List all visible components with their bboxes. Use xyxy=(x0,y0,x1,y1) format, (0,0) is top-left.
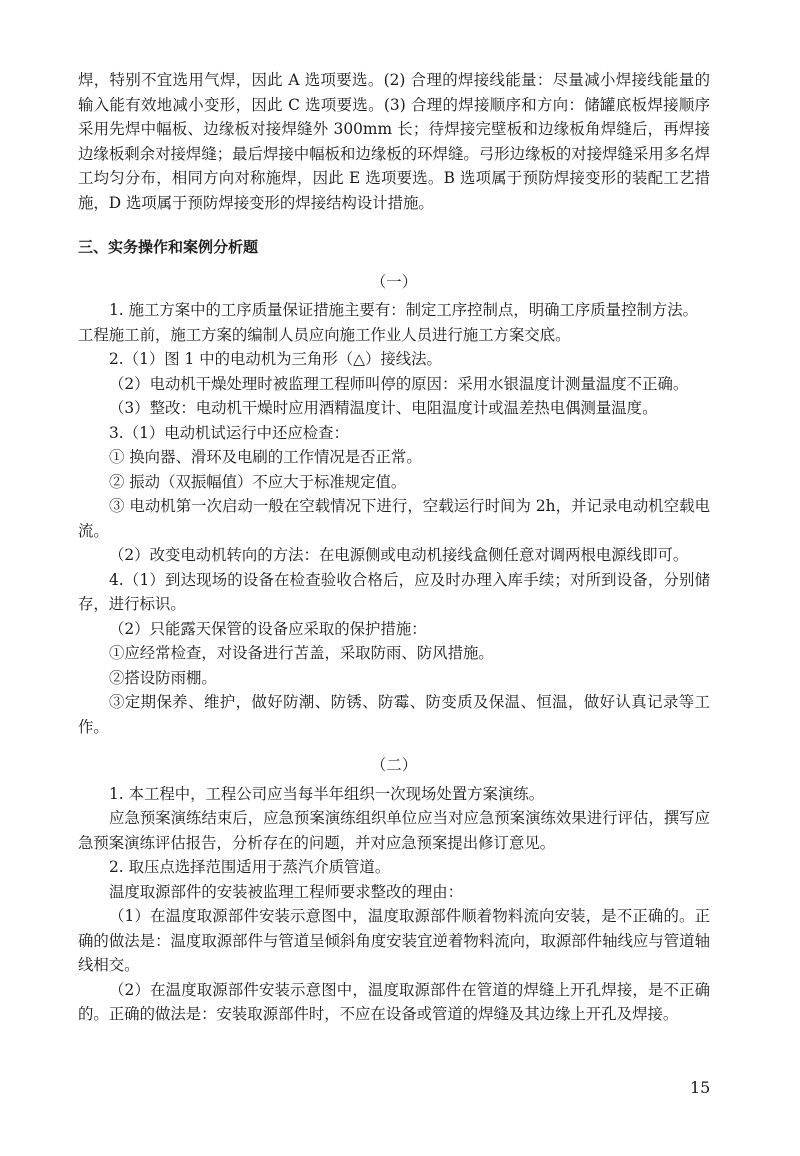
page-content xyxy=(78,68,710,1027)
case2-line: 应急预案演练结束后，应急预案演练组织单位应当对应急预案演练效果进行评估，撰写应急预案演练评估报告，分析存在的问题，并对应急预案提出修订意见。 xyxy=(78,809,710,852)
case1-line: 1. 施工方案中的工序质量保证措施主要有：制定工序控制点，明确工序质量控制方法。 xyxy=(109,301,699,319)
case1-line: ② 振动（双振幅值）不应大于标准规定值。 xyxy=(109,472,407,491)
case1-line: （2）电动机干燥处理时被监理工程师叫停的原因：采用水银温度计测量温度不正确。 xyxy=(109,374,689,393)
case1-line: （3）整改：电动机干燥时应用酒精温度计、电阻温度计或温差热电偶测量温度。 xyxy=(109,399,658,417)
case1-line: 4.（1）到达现场的设备在检查验收合格后，应及时办理入库手续；对所到设备，分别储存，进行标识。 xyxy=(78,570,710,613)
case2-line: 2. 取压点选择范围适用于蒸汽介质管道。 xyxy=(109,858,391,876)
intro-paragraph: 焊，特别不宜选用气焊，因此 A 选项要选。(2) 合理的焊接线能量：尽量减小焊接线能量的输入能有效地减小变形，因此 C 选项要选。(3) 合理的焊接顺序和方向：储罐底板焊接顺序采用先焊中幅板、边缘板对接焊缝外 300mm 长；待焊接完壁板和边缘板角焊缝后，再焊接边缘板剩余对接焊缝；最后焊接中幅板和边缘板的环焊缝。弓形边缘板的对接焊缝采用多名焊工均匀分布，相同方向对称施焊，因此 E 选项要选。B 选项属于预防焊接变形的装配工艺措施，D 选项属于预防焊接变形的焊接结构设计措施。 xyxy=(78,71,710,212)
section-heading: 三、实务操作和案例分析题 xyxy=(78,238,259,256)
case1-title: （一） xyxy=(370,272,418,291)
case1-line: ③定期保养、维护，做好防潮、防锈、防霉、防变质及保温、恒温，做好认真记录等工作。 xyxy=(78,693,710,736)
case1-line: 3.（1）电动机试运行中还应检查： xyxy=(109,423,349,442)
case1-line: 工程施工前，施工方案的编制人员应向施工作业人员进行施工方案交底。 xyxy=(78,325,571,344)
case1-line: （2）只能露天保管的设备应采取的保护措施： xyxy=(109,619,427,638)
page-number: 15 xyxy=(690,1078,711,1097)
case1-line: （2）改变电动机转向的方法：在电源侧或电动机接线盒侧任意对调两根电源线即可。 xyxy=(109,546,689,564)
case1-line: ①应经常检查，对设备进行苫盖，采取防雨、防风措施。 xyxy=(109,644,494,662)
case2-title: （二） xyxy=(370,756,418,774)
case2-line: 温度取源部件的安装被监理工程师要求整改的理由： xyxy=(109,882,463,901)
case2-line: 1. 本工程中，工程公司应当每半年组织一次现场处置方案演练。 xyxy=(109,784,545,803)
case2-line: （2）在温度取源部件安装示意图中，温度取源部件在管道的焊缝上开孔焊接，是不正确的。正确的做法是：安装取源部件时，不应在设备或管道的焊缝及其边缘上开孔及焊接。 xyxy=(78,980,710,1023)
case1-line: ②搭设防雨棚。 xyxy=(109,668,217,687)
case2-line: （1）在温度取源部件安装示意图中，温度取源部件顺着物料流向安装，是不正确的。正确的做法是：温度取源部件与管道呈倾斜角度安装宜逆着物料流向，取源部件轴线应与管道轴线相交。 xyxy=(78,907,710,974)
case1-line: ③ 电动机第一次启动一般在空载情况下进行，空载运行时间为 2h，并记录电动机空载电流。 xyxy=(78,497,710,540)
case1-line: 2.（1）图 1 中的电动机为三角形（△）接线法。 xyxy=(109,350,442,368)
case1-line: ① 换向器、滑环及电刷的工作情况是否正常。 xyxy=(109,448,422,466)
